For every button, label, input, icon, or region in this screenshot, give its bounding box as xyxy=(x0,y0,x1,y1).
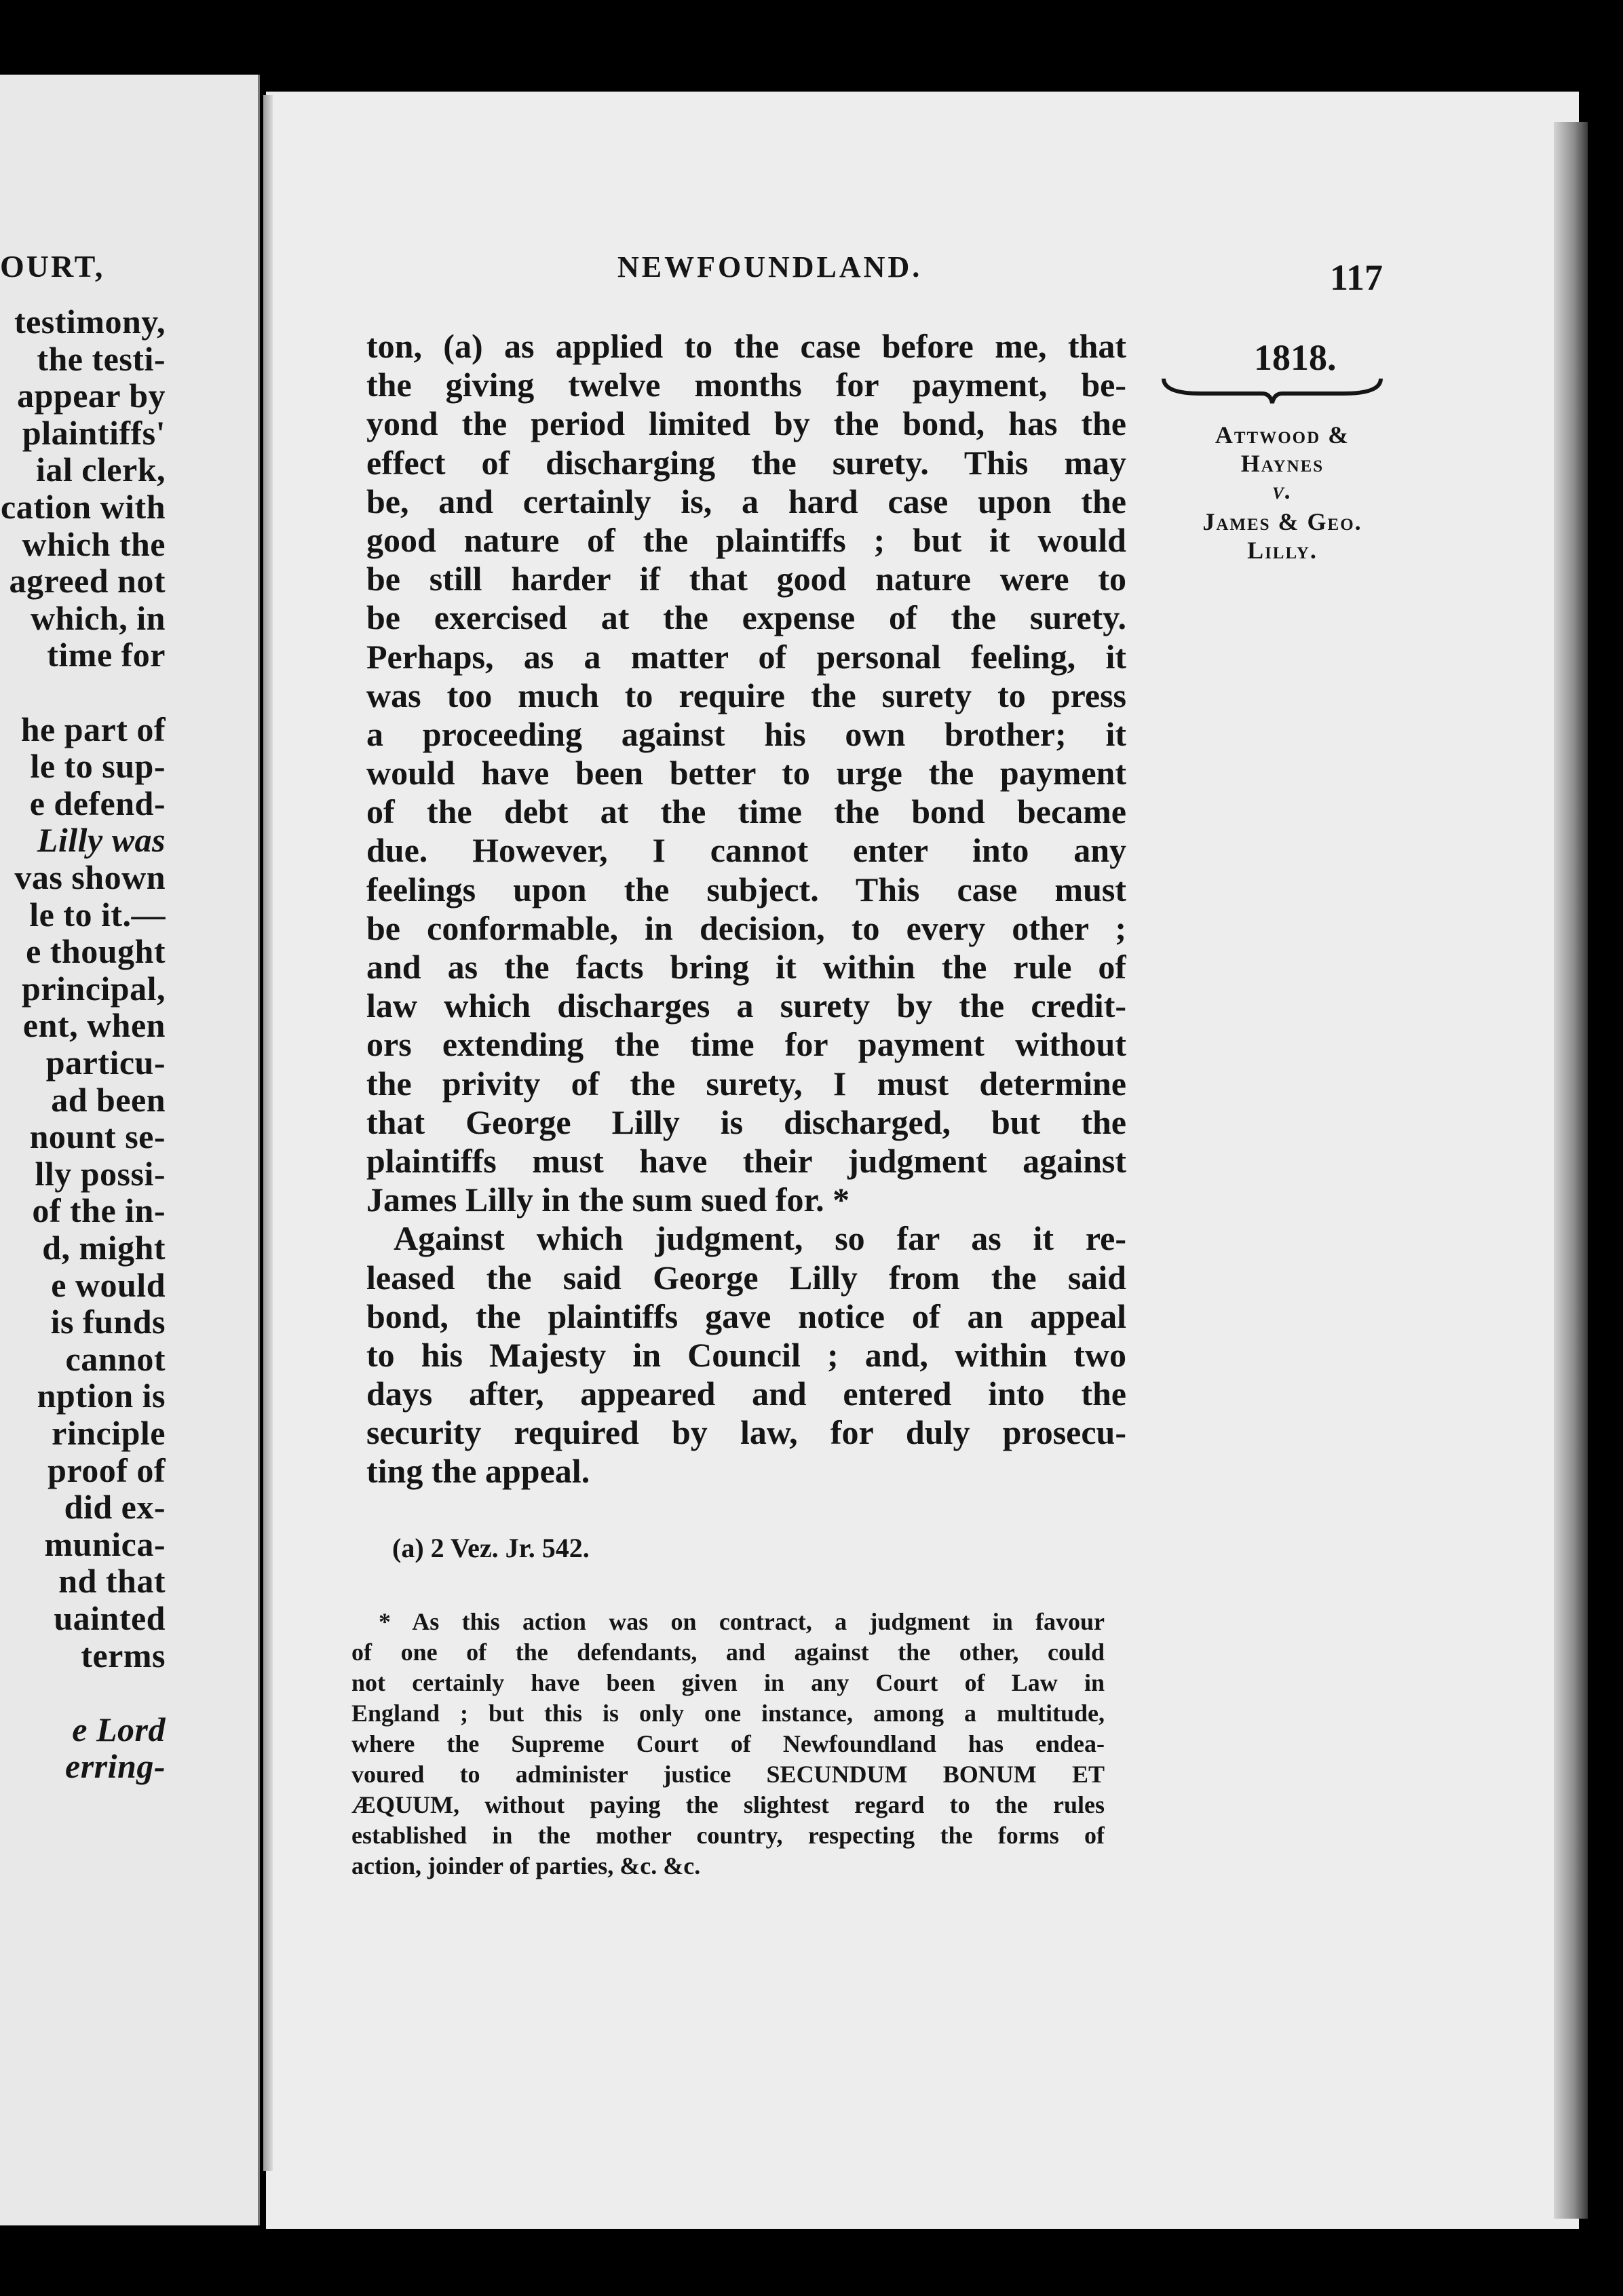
left-page-line: particu- xyxy=(45,1044,166,1082)
text-line: feelings upon the subject. This case must xyxy=(366,870,1126,908)
text-line: England ; but this is only one instance, among a multitude, xyxy=(351,1700,1105,1727)
case-title xyxy=(1167,415,1398,570)
text-line: security required by law, for duly prosecu- xyxy=(366,1413,1126,1452)
left-page-line: e defend- xyxy=(29,784,166,822)
text-line: James Lilly in the sum sued for. * xyxy=(366,1181,850,1219)
left-page-line: testimony, xyxy=(14,303,166,341)
left-page-line: of the in- xyxy=(32,1191,166,1230)
text-line: action, joinder of parties, &c. &c. xyxy=(351,1852,701,1879)
left-page-line: which the xyxy=(22,524,166,563)
main-text xyxy=(366,327,1126,1491)
text-line: a proceeding against his own brother; it xyxy=(366,714,1126,753)
left-page-line: le to sup- xyxy=(30,747,166,786)
text-line: ting the appeal. xyxy=(366,1452,590,1491)
text-line: where the Supreme Court of Newfoundland has endea- xyxy=(351,1730,1105,1757)
page-edge xyxy=(1554,122,1588,2219)
text-line: be, and certainly is, a hard case upon the xyxy=(366,482,1126,520)
text-line: days after, appeared and entered into the xyxy=(366,1375,1126,1413)
left-page-line: appear by xyxy=(17,377,166,415)
text-line: plaintiffs must have their judgment against xyxy=(366,1141,1126,1180)
footnote-a: (a) 2 Vez. Jr. 542. xyxy=(392,1533,590,1563)
left-page-line: lly possi- xyxy=(35,1154,166,1193)
left-page-line: ial clerk, xyxy=(35,451,166,489)
left-page-line: munica- xyxy=(44,1525,166,1563)
case-title-line: James & Geo. xyxy=(1202,508,1362,535)
case-title-line: Haynes xyxy=(1240,450,1324,477)
text-line: established in the mother country, respecting the forms of xyxy=(351,1822,1105,1849)
left-page-line: uainted xyxy=(54,1599,166,1637)
text-line: the privity of the surety, I must determine xyxy=(366,1064,1126,1103)
text-line: yond the period limited by the bond, has the xyxy=(366,404,1126,443)
left-page-line: principal, xyxy=(22,969,166,1008)
left-page-header: OURT, xyxy=(0,249,105,284)
text-line: voured to administer justice SECUNDUM BONUM ET xyxy=(351,1761,1105,1788)
text-line: law which discharges a surety by the credit- xyxy=(366,987,1126,1025)
left-page-line: nount se- xyxy=(29,1117,166,1156)
book-spine xyxy=(263,95,273,2171)
text-line: effect of discharging the surety. This may xyxy=(366,443,1126,482)
running-header: NEWFOUNDLAND. xyxy=(617,250,923,284)
left-page-line: proof of xyxy=(47,1451,166,1489)
margin-year: 1818. xyxy=(1254,337,1337,378)
left-page-line: rinciple xyxy=(52,1414,166,1452)
text-line: be still harder if that good nature were to xyxy=(366,560,1126,598)
left-page-line: ad been xyxy=(51,1080,166,1119)
left-page-line: the testi- xyxy=(37,339,166,378)
left-page-line: cation with xyxy=(1,488,166,526)
text-line: leased the said George Lilly from the said xyxy=(366,1258,1126,1297)
text-line: that George Lilly is discharged, but the xyxy=(366,1103,1126,1141)
left-page-line: e thought xyxy=(26,932,166,971)
left-page-line: nption is xyxy=(37,1377,166,1415)
text-line: not certainly have been given in any Court of Law in xyxy=(351,1669,1105,1696)
left-page-line: is funds xyxy=(50,1303,166,1341)
left-page-line: nd that xyxy=(58,1562,166,1601)
text-line: to his Majesty in Council ; and, within two xyxy=(366,1335,1126,1374)
text-line: Against which judgment, so far as it re- xyxy=(394,1219,1126,1258)
left-page-line: he part of xyxy=(20,710,166,748)
left-page-line: time for xyxy=(47,636,166,674)
footnote-star xyxy=(351,1607,1105,1881)
left-page-line: vas shown xyxy=(14,858,166,896)
page-number: 117 xyxy=(1330,257,1383,298)
brace-ornament xyxy=(1160,372,1384,406)
text-line: of the debt at the time the bond became xyxy=(366,792,1126,831)
left-page-line: le to it.— xyxy=(29,895,166,934)
left-page-line: ent, when xyxy=(22,1006,166,1045)
text-line: would have been better to urge the payment xyxy=(366,754,1126,792)
left-page-text xyxy=(0,0,170,2296)
text-line: of one of the defendants, and against the other, could xyxy=(351,1639,1105,1666)
text-line: be exercised at the expense of the surety. xyxy=(366,598,1126,637)
left-page-line: Lilly was xyxy=(37,821,166,860)
text-line: be conformable, in decision, to every other ; xyxy=(366,908,1126,947)
text-line: ÆQUUM, without paying the slightest regard to the rules xyxy=(351,1791,1105,1818)
text-line: due. However, I cannot enter into any xyxy=(366,831,1126,870)
text-line: was too much to require the surety to press xyxy=(366,676,1126,714)
case-title-line: Lilly. xyxy=(1247,537,1318,564)
left-page-line: erring- xyxy=(65,1747,166,1786)
left-page-line: agreed not xyxy=(9,562,166,600)
text-line: Perhaps, as a matter of personal feeling, it xyxy=(366,637,1126,676)
text-line: the giving twelve months for payment, be- xyxy=(366,366,1126,404)
left-page-line: e Lord xyxy=(72,1710,166,1748)
text-line: and as the facts bring it within the rule of xyxy=(366,948,1126,986)
left-page-line: did ex- xyxy=(64,1488,166,1527)
text-line: good nature of the plaintiffs ; but it would xyxy=(366,520,1126,559)
text-line: * As this action was on contract, a judgment in favour xyxy=(379,1608,1105,1635)
text-line: bond, the plaintiffs gave notice of an appeal xyxy=(366,1297,1126,1335)
left-page-line: e would xyxy=(51,1265,166,1304)
text-line: ton, (a) as applied to the case before me, that xyxy=(366,327,1126,365)
case-title-line: Attwood & xyxy=(1215,421,1350,448)
left-page-line: plaintiffs' xyxy=(22,413,166,452)
text-line: ors extending the time for payment without xyxy=(366,1025,1126,1064)
case-title-line: v. xyxy=(1272,477,1293,504)
left-page-line: d, might xyxy=(42,1229,166,1267)
left-page-line: terms xyxy=(81,1636,166,1675)
left-page-line: which, in xyxy=(30,598,166,637)
left-page-line: cannot xyxy=(65,1339,166,1378)
